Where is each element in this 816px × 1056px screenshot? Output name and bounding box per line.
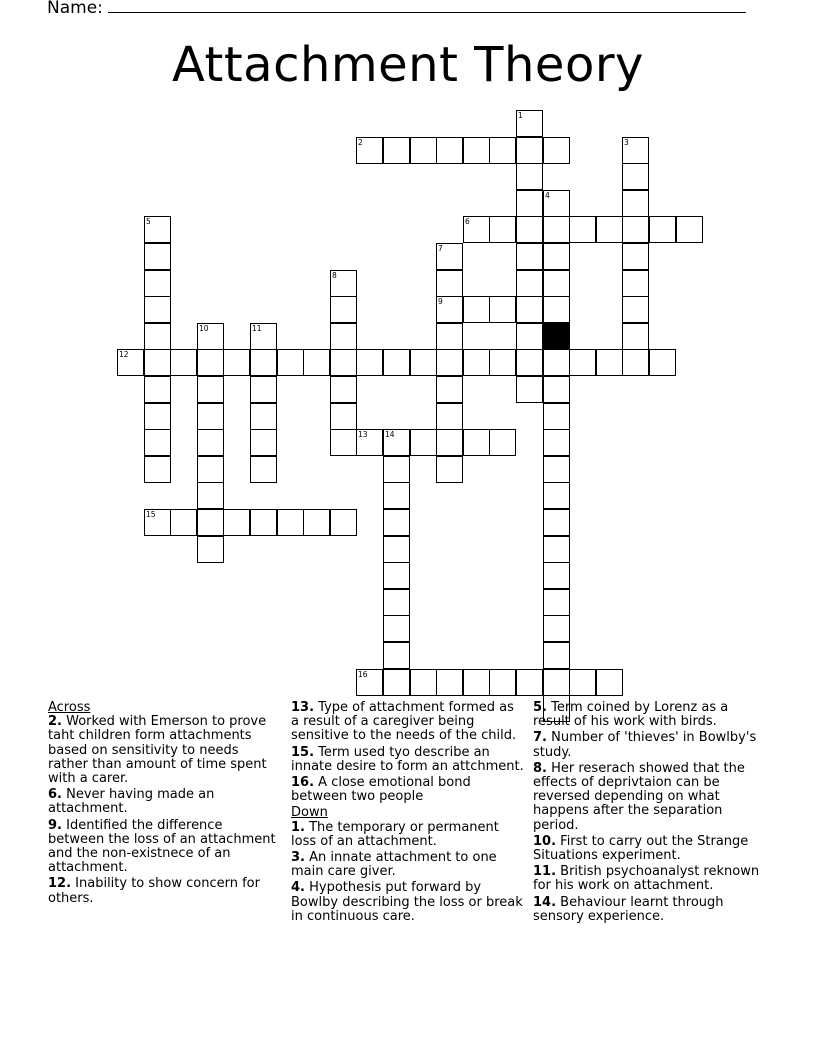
grid-cell[interactable] xyxy=(436,323,463,350)
grid-cell[interactable] xyxy=(596,216,623,243)
clue-item xyxy=(533,762,765,833)
clue-number: 3. xyxy=(291,850,305,866)
grid-cell[interactable] xyxy=(489,137,516,164)
cell-number: 9 xyxy=(438,297,443,306)
cell-number: 15 xyxy=(146,510,156,519)
grid-cell[interactable] xyxy=(543,243,570,270)
grid-cell[interactable] xyxy=(330,349,357,376)
grid-cell[interactable] xyxy=(383,509,410,536)
grid-cell[interactable] xyxy=(516,137,543,164)
grid-cell[interactable] xyxy=(383,429,410,456)
grid-cell[interactable] xyxy=(543,403,570,430)
clue-text: Her reserach showed that the effects of deprivtaion can be reversed depending on what happens after the separation period. xyxy=(533,760,745,833)
grid-cell[interactable] xyxy=(543,562,570,589)
grid-cell[interactable] xyxy=(144,216,171,243)
grid-cell[interactable] xyxy=(569,669,596,696)
grid-cell[interactable] xyxy=(516,349,543,376)
grid-cell[interactable] xyxy=(516,216,543,243)
grid-cell[interactable] xyxy=(250,509,277,536)
clue-text: Identified the difference between the loss of an attachment and the non-existnece of an attachment. xyxy=(48,817,276,876)
grid-cell[interactable] xyxy=(569,216,596,243)
grid-cell[interactable] xyxy=(197,482,224,509)
grid-cell[interactable] xyxy=(250,429,277,456)
grid-cell[interactable] xyxy=(543,615,570,642)
grid-cell[interactable] xyxy=(516,110,543,137)
cell-number: 4 xyxy=(545,191,550,200)
clue-text: Never having made an attachment. xyxy=(48,787,215,817)
grid-cell[interactable] xyxy=(436,376,463,403)
grid-cell[interactable] xyxy=(622,296,649,323)
clue-text: Inability to show concern for others. xyxy=(48,876,260,906)
grid-cell[interactable] xyxy=(250,456,277,483)
clue-list xyxy=(291,701,525,804)
clue-text: Worked with Emerson to prove taht children form attachments based on sensitivity to needs rather than amount of time spent with a carer. xyxy=(48,714,267,787)
clue-item xyxy=(533,865,765,893)
grid-cell[interactable] xyxy=(330,376,357,403)
clue-list xyxy=(291,821,525,924)
grid-cell[interactable] xyxy=(516,323,543,350)
cell-number: 13 xyxy=(358,430,368,439)
clue-item xyxy=(48,819,280,876)
grid-cell[interactable] xyxy=(463,669,490,696)
cell-number: 16 xyxy=(358,670,368,679)
grid-cell[interactable] xyxy=(436,403,463,430)
name-label: Name: xyxy=(47,0,103,18)
grid-cell[interactable] xyxy=(410,349,437,376)
grid-cell[interactable] xyxy=(622,137,649,164)
clue-item xyxy=(291,701,525,744)
grid-cell[interactable] xyxy=(410,429,437,456)
clue-item xyxy=(533,701,765,729)
grid-cell[interactable] xyxy=(622,163,649,190)
grid-cell[interactable] xyxy=(543,349,570,376)
grid-cell[interactable] xyxy=(516,296,543,323)
grid-cell[interactable] xyxy=(383,482,410,509)
grid-cell[interactable] xyxy=(543,482,570,509)
grid-cell[interactable] xyxy=(144,270,171,297)
grid-cell[interactable] xyxy=(144,296,171,323)
black-cell xyxy=(543,323,570,350)
grid-cell[interactable] xyxy=(383,669,410,696)
clue-number: 5. xyxy=(533,700,547,715)
grid-cell[interactable] xyxy=(463,296,490,323)
grid-cell[interactable] xyxy=(330,429,357,456)
grid-cell[interactable] xyxy=(543,216,570,243)
grid-cell[interactable] xyxy=(676,216,703,243)
grid-cell[interactable] xyxy=(436,137,463,164)
clue-number: 15. xyxy=(291,744,315,760)
cell-number: 2 xyxy=(358,138,363,147)
grid-cell[interactable] xyxy=(144,509,171,536)
grid-cell[interactable] xyxy=(330,296,357,323)
grid-cell[interactable] xyxy=(543,296,570,323)
grid-cell[interactable] xyxy=(144,323,171,350)
clue-text: Number of 'thieves' in Bowlby's study. xyxy=(533,730,757,760)
clue-number: 14. xyxy=(533,894,557,910)
page-title: Attachment Theory xyxy=(172,37,644,93)
cell-number: 3 xyxy=(624,138,629,147)
grid-cell[interactable] xyxy=(277,509,304,536)
grid-cell[interactable] xyxy=(543,190,570,217)
grid-cell[interactable] xyxy=(356,669,383,696)
cell-number: 7 xyxy=(438,244,443,253)
clue-text: Type of attachment formed as a result of a caregiver being sensitive to the needs of the child. xyxy=(291,700,517,744)
clue-item xyxy=(533,835,765,863)
grid-cell[interactable] xyxy=(144,349,171,376)
grid-cell[interactable] xyxy=(383,536,410,563)
grid-cell[interactable] xyxy=(649,216,676,243)
clue-list xyxy=(48,715,280,906)
grid-cell[interactable] xyxy=(383,137,410,164)
grid-cell[interactable] xyxy=(197,509,224,536)
clue-item xyxy=(291,821,525,849)
grid-cell[interactable] xyxy=(622,270,649,297)
grid-cell[interactable] xyxy=(596,349,623,376)
cell-number: 1 xyxy=(518,111,523,120)
grid-cell[interactable] xyxy=(436,296,463,323)
cell-number: 12 xyxy=(119,350,129,359)
grid-cell[interactable] xyxy=(144,429,171,456)
clue-item xyxy=(291,776,525,804)
clue-text: First to carry out the Strange Situations experiment. xyxy=(533,833,749,864)
clue-item xyxy=(533,731,765,759)
cell-number: 10 xyxy=(199,324,209,333)
clue-text: British psychoanalyst reknown for his work on attachment. xyxy=(533,864,760,894)
grid-cell[interactable] xyxy=(463,216,490,243)
clue-list xyxy=(533,701,765,924)
grid-cell[interactable] xyxy=(622,216,649,243)
grid-cell[interactable] xyxy=(383,456,410,483)
grid-cell[interactable] xyxy=(516,243,543,270)
clue-text: Behaviour learnt through sensory experience. xyxy=(533,894,724,924)
grid-cell[interactable] xyxy=(144,456,171,483)
grid-cell[interactable] xyxy=(330,270,357,297)
grid-cell[interactable] xyxy=(649,349,676,376)
across-heading: Across xyxy=(48,700,91,715)
clue-text: A close emotional bond between two people xyxy=(291,775,471,805)
grid-cell[interactable] xyxy=(489,349,516,376)
clue-item xyxy=(48,788,280,816)
grid-cell[interactable] xyxy=(277,349,304,376)
grid-cell[interactable] xyxy=(250,323,277,350)
clue-item xyxy=(291,851,525,879)
grid-cell[interactable] xyxy=(543,589,570,616)
grid-cell[interactable] xyxy=(197,403,224,430)
cell-number: 14 xyxy=(385,430,395,439)
grid-cell[interactable] xyxy=(330,403,357,430)
grid-cell[interactable] xyxy=(622,349,649,376)
clue-number: 12. xyxy=(48,876,72,892)
grid-cell[interactable] xyxy=(144,376,171,403)
clue-text: Hypothesis put forward by Bowlby describing the loss or break in continuous care. xyxy=(291,880,523,924)
clue-text: The temporary or permanent loss of an attachment. xyxy=(291,819,499,849)
clue-number: 9. xyxy=(48,817,62,833)
grid-cell[interactable] xyxy=(383,615,410,642)
clue-number: 10. xyxy=(533,833,557,849)
grid-cell[interactable] xyxy=(356,137,383,164)
grid-cell[interactable] xyxy=(489,216,516,243)
clues-column-1 xyxy=(48,701,280,908)
name-field[interactable] xyxy=(47,0,746,19)
name-blank-line[interactable] xyxy=(108,0,746,13)
grid-cell[interactable] xyxy=(383,589,410,616)
grid-cell[interactable] xyxy=(516,190,543,217)
clue-number: 6. xyxy=(48,787,62,803)
grid-cell[interactable] xyxy=(543,456,570,483)
grid-cell[interactable] xyxy=(223,349,250,376)
grid-cell[interactable] xyxy=(543,137,570,164)
clue-number: 4. xyxy=(291,880,305,896)
grid-cell[interactable] xyxy=(117,349,144,376)
grid-cell[interactable] xyxy=(543,642,570,669)
grid-cell[interactable] xyxy=(410,669,437,696)
cell-number: 6 xyxy=(465,217,470,226)
clue-item xyxy=(291,881,525,924)
grid-cell[interactable] xyxy=(463,137,490,164)
grid-cell[interactable] xyxy=(170,509,197,536)
clue-number: 2. xyxy=(48,714,62,730)
down-heading: Down xyxy=(291,805,328,821)
grid-cell[interactable] xyxy=(330,323,357,350)
grid-cell[interactable] xyxy=(410,137,437,164)
grid-cell[interactable] xyxy=(436,456,463,483)
grid-cell[interactable] xyxy=(303,349,330,376)
grid-cell[interactable] xyxy=(144,243,171,270)
grid-cell[interactable] xyxy=(596,669,623,696)
grid-cell[interactable] xyxy=(250,376,277,403)
clue-number: 13. xyxy=(291,700,315,715)
clue-number: 11. xyxy=(533,864,557,880)
grid-cell[interactable] xyxy=(516,669,543,696)
cell-number: 5 xyxy=(146,217,151,226)
grid-cell[interactable] xyxy=(197,349,224,376)
grid-cell[interactable] xyxy=(356,429,383,456)
grid-cell[interactable] xyxy=(622,190,649,217)
grid-cell[interactable] xyxy=(543,429,570,456)
grid-cell[interactable] xyxy=(543,270,570,297)
grid-cell[interactable] xyxy=(516,270,543,297)
grid-cell[interactable] xyxy=(436,349,463,376)
grid-cell[interactable] xyxy=(489,296,516,323)
grid-cell[interactable] xyxy=(543,536,570,563)
grid-cell[interactable] xyxy=(622,243,649,270)
grid-cell[interactable] xyxy=(250,403,277,430)
clue-item xyxy=(48,877,280,905)
clue-text: Term used tyo describe an innate desire to form an attchment. xyxy=(291,744,524,774)
grid-cell[interactable] xyxy=(303,509,330,536)
clue-item xyxy=(533,896,765,924)
grid-cell[interactable] xyxy=(436,270,463,297)
clue-item xyxy=(48,715,280,786)
grid-cell[interactable] xyxy=(489,429,516,456)
grid-cell[interactable] xyxy=(383,642,410,669)
grid-cell[interactable] xyxy=(516,376,543,403)
grid-cell[interactable] xyxy=(197,456,224,483)
grid-cell[interactable] xyxy=(543,376,570,403)
clue-number: 1. xyxy=(291,819,305,835)
clue-number: 16. xyxy=(291,775,315,791)
grid-cell[interactable] xyxy=(197,536,224,563)
grid-cell[interactable] xyxy=(436,429,463,456)
grid-cell[interactable] xyxy=(489,669,516,696)
clue-item xyxy=(291,746,525,774)
grid-cell[interactable] xyxy=(330,509,357,536)
grid-cell[interactable] xyxy=(170,349,197,376)
clue-number: 7. xyxy=(533,730,547,746)
grid-cell[interactable] xyxy=(436,669,463,696)
clues-column-2 xyxy=(291,701,525,926)
grid-cell[interactable] xyxy=(144,403,171,430)
clue-text: An innate attachment to one main care giver. xyxy=(291,850,497,880)
grid-cell[interactable] xyxy=(543,669,570,696)
grid-cell[interactable] xyxy=(463,349,490,376)
clue-text: Term coined by Lorenz as a result of his work with birds. xyxy=(533,700,729,730)
clue-number: 8. xyxy=(533,760,547,776)
grid-cell[interactable] xyxy=(622,323,649,350)
grid-cell[interactable] xyxy=(356,349,383,376)
grid-cell[interactable] xyxy=(197,376,224,403)
grid-cell[interactable] xyxy=(250,349,277,376)
cell-number: 8 xyxy=(332,271,337,280)
grid-cell[interactable] xyxy=(436,243,463,270)
grid-cell[interactable] xyxy=(197,429,224,456)
grid-cell[interactable] xyxy=(383,562,410,589)
clues-column-3 xyxy=(533,701,765,926)
grid-cell[interactable] xyxy=(197,323,224,350)
grid-cell[interactable] xyxy=(569,349,596,376)
grid-cell[interactable] xyxy=(543,509,570,536)
grid-cell[interactable] xyxy=(223,509,250,536)
grid-cell[interactable] xyxy=(463,429,490,456)
grid-cell[interactable] xyxy=(383,349,410,376)
cell-number: 11 xyxy=(252,324,262,333)
grid-cell[interactable] xyxy=(516,163,543,190)
